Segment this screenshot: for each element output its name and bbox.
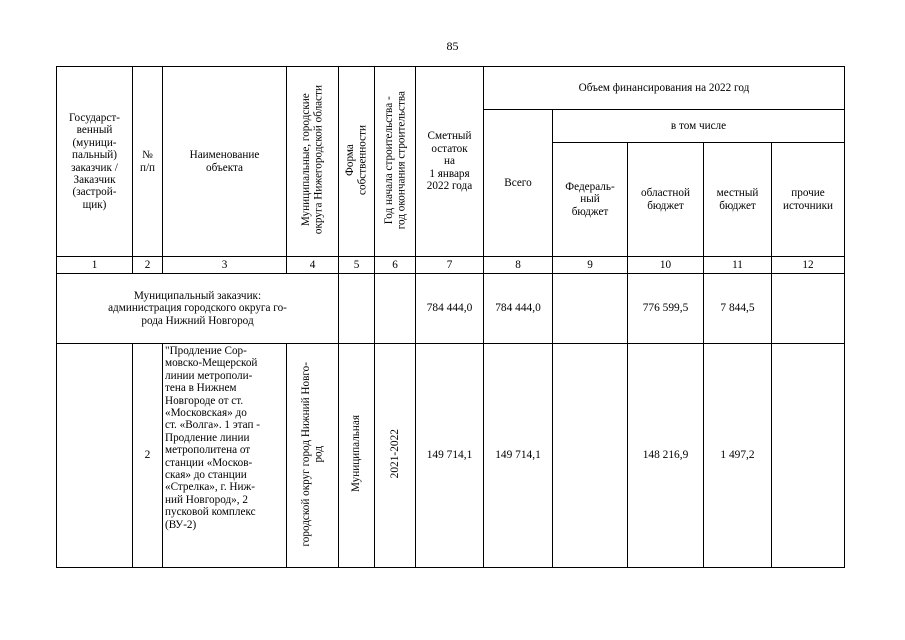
header-funding-title: Объем финансирования на 2022 год bbox=[484, 67, 845, 110]
column-number: 2 bbox=[133, 257, 163, 274]
column-number: 10 bbox=[628, 257, 704, 274]
object-local: 1 497,2 bbox=[704, 344, 772, 568]
empty-cell bbox=[57, 344, 133, 568]
column-number: 12 bbox=[772, 257, 845, 274]
customer-estimate: 784 444,0 bbox=[416, 274, 484, 344]
header-number: № п/п bbox=[133, 67, 163, 257]
header-estimate-balance: Сметный остаток на 1 января 2022 года bbox=[416, 67, 484, 257]
empty-cell bbox=[339, 274, 375, 344]
construction-objects-table bbox=[56, 66, 845, 568]
customer-local: 7 844,5 bbox=[704, 274, 772, 344]
column-number: 5 bbox=[339, 257, 375, 274]
header-object-name: Наименование объекта bbox=[163, 67, 287, 257]
empty-cell bbox=[772, 344, 845, 568]
header-total: Всего bbox=[484, 110, 553, 257]
column-number: 11 bbox=[704, 257, 772, 274]
object-total: 149 714,1 bbox=[484, 344, 553, 568]
column-number: 8 bbox=[484, 257, 553, 274]
header-other-sources: прочие источники bbox=[772, 143, 845, 257]
header-federal-budget: Федераль- ный бюджет bbox=[553, 143, 628, 257]
header-municipality bbox=[287, 67, 339, 257]
object-regional: 148 216,9 bbox=[628, 344, 704, 568]
header-years bbox=[375, 67, 416, 257]
object-estimate: 149 714,1 bbox=[416, 344, 484, 568]
header-years-text: Год начала строительства - год окончания строительства bbox=[382, 90, 407, 229]
object-years bbox=[375, 344, 416, 568]
column-number: 1 bbox=[57, 257, 133, 274]
empty-cell bbox=[772, 274, 845, 344]
object-name: "Продление Сор- мовско-Мещерской линии метрополи- тена в Нижнем Новгороде от ст. «Московская» до ст. «Волга». 1 этап - Продление линии метрополитена от станции «Москов- ская» до станции «Стрелка», г. Ниж- ний Новгород», 2 пусковой комплекс (ВУ-2) bbox=[163, 344, 287, 568]
column-numbers-row bbox=[57, 257, 845, 274]
empty-cell bbox=[375, 274, 416, 344]
customer-total: 784 444,0 bbox=[484, 274, 553, 344]
header-customer: Государст- венный (муници- пальный) заказчик / Заказчик (застрой- щик) bbox=[57, 67, 133, 257]
header-regional-budget: областной бюджет bbox=[628, 143, 704, 257]
object-ownership bbox=[339, 344, 375, 568]
customer-label: Муниципальный заказчик: администрация городского округа го- рода Нижний Новгород bbox=[57, 274, 339, 344]
header-municipality-text: Муниципальные, городские округа Нижегородской области bbox=[300, 85, 325, 235]
customer-regional: 776 599,5 bbox=[628, 274, 704, 344]
header-ownership bbox=[339, 67, 375, 257]
object-municipality bbox=[287, 344, 339, 568]
empty-cell bbox=[553, 274, 628, 344]
column-number: 4 bbox=[287, 257, 339, 274]
object-number: 2 bbox=[133, 344, 163, 568]
object-years-text: 2021-2022 bbox=[388, 429, 401, 479]
customer-row bbox=[57, 274, 845, 344]
header-ownership-text: Форма собственности bbox=[344, 124, 369, 195]
header-local-budget: местный бюджет bbox=[704, 143, 772, 257]
page-number: 85 bbox=[446, 39, 459, 53]
column-number: 7 bbox=[416, 257, 484, 274]
empty-cell bbox=[553, 344, 628, 568]
object-ownership-text: Муниципальная bbox=[350, 415, 363, 493]
column-number: 6 bbox=[375, 257, 416, 274]
object-row bbox=[57, 344, 845, 568]
column-number: 9 bbox=[553, 257, 628, 274]
object-municipality-text: городской округ город Нижний Новго- род bbox=[300, 361, 325, 547]
column-number: 3 bbox=[163, 257, 287, 274]
header-including: в том числе bbox=[553, 110, 845, 143]
